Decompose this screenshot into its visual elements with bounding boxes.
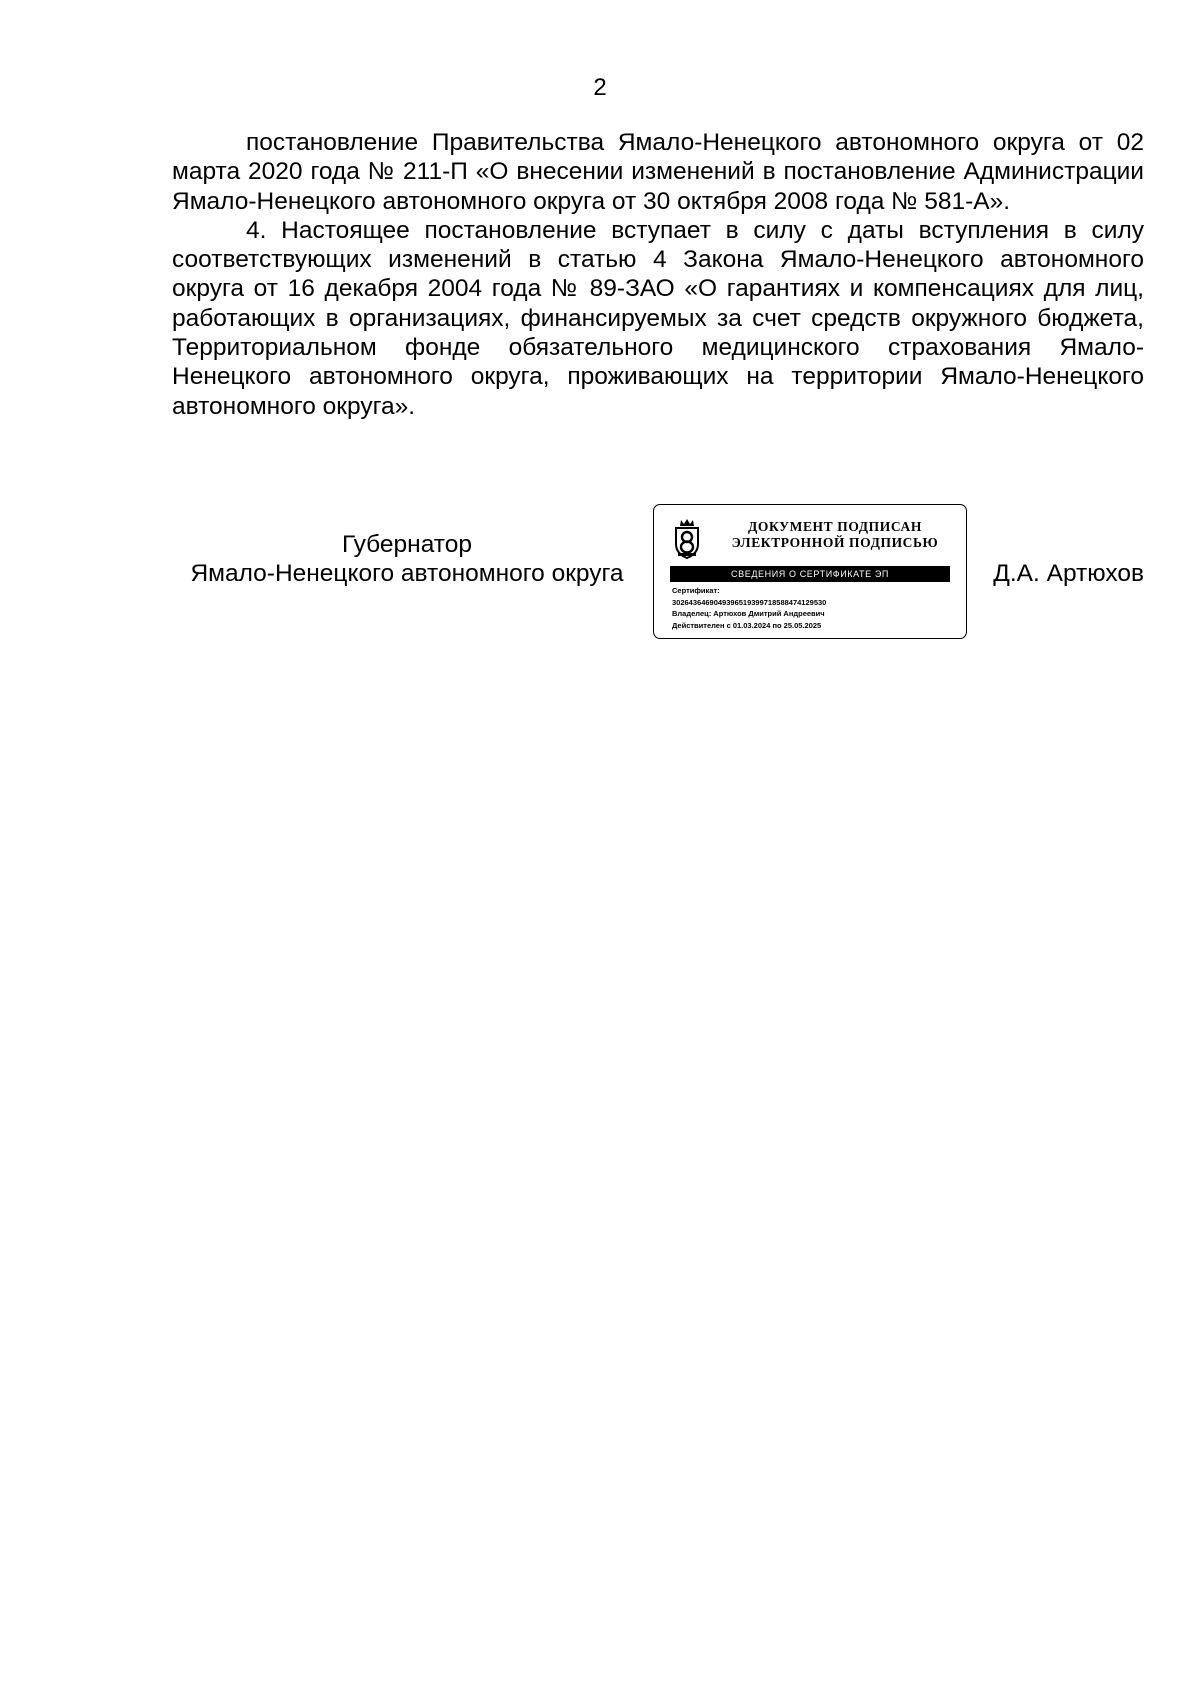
certificate-info-bar: СВЕДЕНИЯ О СЕРТИФИКАТЕ ЭП (670, 566, 950, 582)
signer-position (172, 530, 642, 589)
page-number: 2 (593, 74, 607, 101)
certificate-number: 3026436469049396519399718588474129530 (672, 597, 827, 607)
certificate-validity: Действителен с 01.03.2024 по 25.05.2025 (672, 620, 822, 630)
electronic-signature-stamp (653, 504, 967, 639)
signer-name: Д.А. Артюхов (993, 560, 1144, 587)
stamp-title-line2: ЭЛЕКТРОННОЙ ПОДПИСЬЮ (731, 535, 939, 550)
stamp-title-line1: ДОКУМЕНТ ПОДПИСАН (748, 519, 922, 534)
document-body (172, 128, 1144, 421)
certificate-label: Сертификат: (672, 586, 720, 595)
paragraph-continuation: постановление Правительства Ямало-Ненецкого автономного округа от 02 марта 2020 года № 211-П «О внесении изменений в постановление Администрации Ямало-Ненецкого автономного округа от 30 октября 2008 года № 581-А». (172, 129, 1144, 215)
stamp-title (716, 519, 954, 551)
signer-position-title: Губернатор (342, 531, 472, 558)
certificate-details (672, 585, 958, 631)
certificate-owner: Владелец: Артюхов Дмитрий Андреевич (672, 609, 825, 618)
coat-of-arms-icon (672, 517, 702, 559)
paragraph-item-4: 4. Настоящее постановление вступает в силу с даты вступления в силу соответствующих изменений в статью 4 Закона Ямало-Ненецкого автономного округа от 16 декабря 2004 года № 89-ЗАО «О гарантиях и компенсациях для лиц, работающих в организациях, финансируемых за счет средств окружного бюджета, Территориальном фонде обязательного медицинского страхования Ямало-Ненецкого автономного округа, проживающих на территории Ямало-Ненецкого автономного округа». (172, 216, 1144, 420)
signature-block (172, 504, 1144, 644)
signer-position-region: Ямало-Ненецкого автономного округа (190, 560, 624, 588)
